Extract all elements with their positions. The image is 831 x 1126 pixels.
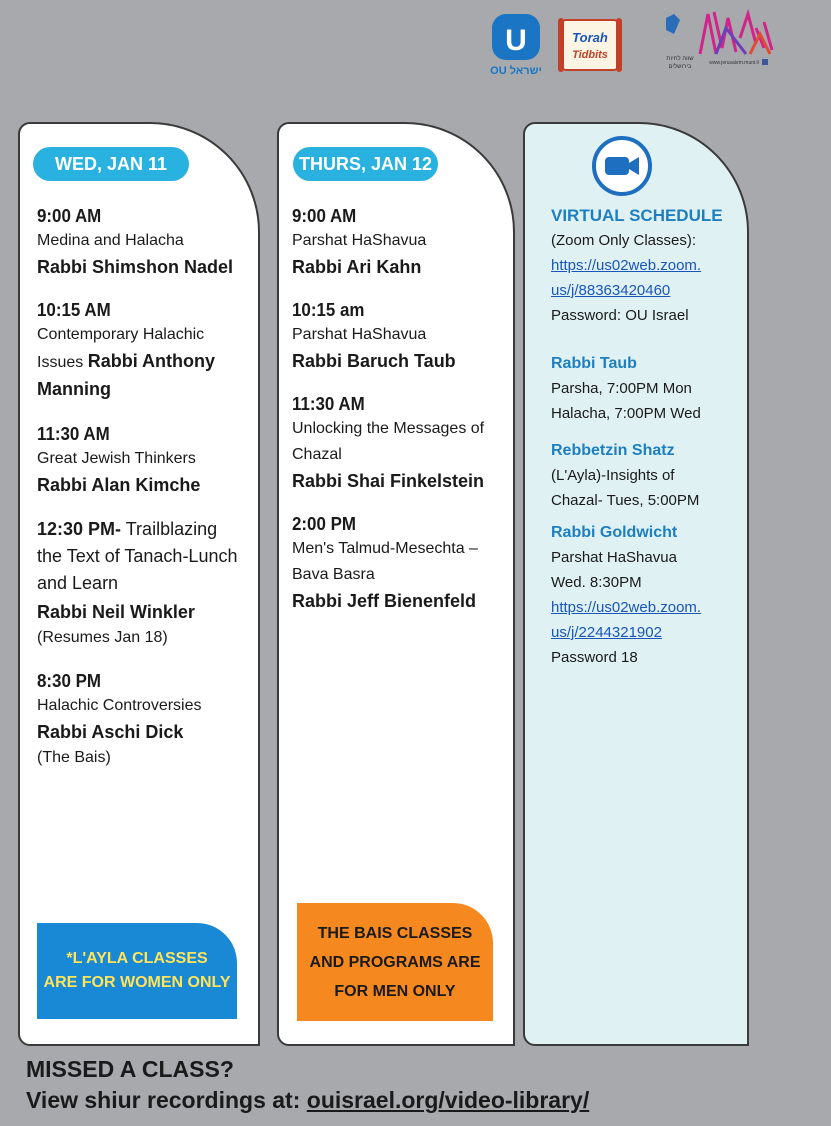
jerusalem-municipality-logo <box>656 8 776 78</box>
notice-line: THE BAIS CLASSES <box>317 924 473 942</box>
class-topic: Medina and Halacha <box>37 232 184 249</box>
class-time: 10:15 AM <box>37 300 111 320</box>
bais-men-only-notice <box>297 903 493 1021</box>
class-time: 8:30 PM <box>37 671 101 691</box>
class-topic: Parshat HaShavua <box>292 326 427 343</box>
class-teacher: Rabbi Alan Kimche <box>37 475 201 495</box>
video-library-link[interactable]: ouisrael.org/video-library/ <box>306 1087 590 1113</box>
class-teacher: Rabbi Shimshon Nadel <box>37 257 234 277</box>
zoom-video-icon <box>591 135 653 197</box>
class-time: 11:30 AM <box>292 394 365 414</box>
teacher-heading: Rabbi Taub <box>551 355 637 372</box>
schedule-entry <box>292 392 501 494</box>
schedule-entry <box>37 298 246 404</box>
jer-caption-1: שווה לחיות <box>666 56 694 62</box>
wednesday-date-pill: WED, JAN 11 <box>33 147 189 181</box>
class-teacher: Rabbi Baruch Taub <box>292 351 456 371</box>
virtual-schedule-title: VIRTUAL SCHEDULE <box>551 206 723 225</box>
class-topic: Men's Talmud-Mesechta – Bava Basra <box>292 540 478 583</box>
jer-url: www.jerusalem.muni.il <box>709 60 759 66</box>
class-detail: Halacha, 7:00PM Wed <box>551 405 701 422</box>
class-teacher: Rabbi Aschi Dick <box>37 722 184 742</box>
class-time: 10:15 am <box>292 300 365 320</box>
ou-israel-logo <box>490 12 542 78</box>
class-time: 9:00 AM <box>37 206 102 226</box>
class-detail: Parshat HaShavua <box>551 549 677 566</box>
wednesday-column <box>18 122 260 1046</box>
thursday-date-pill: THURS, JAN 12 <box>293 147 438 181</box>
zoom-password-2: Password 18 <box>551 649 638 666</box>
footer-recordings <box>26 1054 589 1116</box>
class-teacher: Rabbi Anthony Manning <box>37 351 216 399</box>
jer-caption-2: בירושלים <box>668 64 692 70</box>
virtual-schedule-list <box>551 204 739 670</box>
torah-tidbits-logo <box>558 16 622 74</box>
class-note: (Resumes Jan 18) <box>37 629 168 646</box>
sponsor-logos <box>486 8 776 76</box>
schedule-entry <box>37 669 246 771</box>
schedule-entry <box>37 422 246 498</box>
class-time: 9:00 AM <box>292 206 357 226</box>
recordings-prefix: View shiur recordings at: <box>26 1087 307 1113</box>
wednesday-schedule <box>37 204 246 789</box>
class-topic-text: Trailblazing the Text of Tanach-Lunch and Learn <box>37 519 238 593</box>
class-teacher: Rabbi Shai Finkelstein <box>292 471 485 491</box>
link-part: https://us02web.zoom. <box>551 599 702 616</box>
teacher-heading: Rabbi Goldwicht <box>551 524 678 541</box>
facebook-icon <box>762 59 768 65</box>
class-topic: Halachic Controversies <box>37 697 202 714</box>
class-teacher: Rabbi Neil Winkler <box>37 602 195 622</box>
tidbits-text: Tidbits <box>572 49 608 61</box>
zoom-link-1[interactable] <box>551 253 739 303</box>
notice-line: AND PROGRAMS ARE <box>309 953 481 971</box>
missed-class-heading: MISSED A CLASS? <box>26 1056 234 1082</box>
schedule-entry <box>292 298 501 374</box>
class-topic <box>37 322 246 404</box>
svg-text:U: U <box>505 24 527 57</box>
zoom-password-1: Password: OU Israel <box>551 307 689 324</box>
class-topic: Unlocking the Messages of Chazal <box>292 420 485 463</box>
ou-caption: OU ישראל <box>490 65 542 77</box>
schedule-entry <box>292 204 501 280</box>
torah-text: Torah <box>572 30 608 45</box>
class-topic-text: Contemporary Halachic Issues <box>37 326 205 371</box>
class-teacher: Rabbi Jeff Bienenfeld <box>292 591 477 611</box>
class-topic: Parshat HaShavua <box>292 232 427 249</box>
class-teacher: Rabbi Ari Kahn <box>292 257 422 277</box>
link-part: us/j/2244321902 <box>551 624 662 641</box>
notice-line: *L'AYLA CLASSES <box>66 950 208 967</box>
virtual-subtitle: (Zoom Only Classes): <box>551 232 697 249</box>
class-detail: Chazal- Tues, 5:00PM <box>551 492 700 509</box>
class-note: (The Bais) <box>37 749 111 766</box>
link-part: https://us02web.zoom. <box>551 257 702 274</box>
class-time: 12:30 PM- <box>37 519 122 539</box>
zoom-link-2[interactable] <box>551 595 739 645</box>
class-time: 11:30 AM <box>37 424 110 444</box>
schedule-entry <box>292 512 501 614</box>
notice-line: ARE FOR WOMEN ONLY <box>43 974 231 991</box>
recordings-line <box>26 1084 589 1116</box>
class-detail: Parsha, 7:00PM Mon <box>551 380 692 397</box>
teacher-heading: Rebbetzin Shatz <box>551 442 675 459</box>
layla-women-only-notice <box>37 923 237 1019</box>
schedule-entry <box>37 516 246 651</box>
class-detail: (L'Ayla)-Insights of <box>551 467 675 484</box>
schedule-entry <box>37 204 246 280</box>
thursday-column <box>277 122 515 1046</box>
notice-line: FOR MEN ONLY <box>334 982 456 1000</box>
virtual-schedule-column <box>523 122 749 1046</box>
thursday-schedule <box>292 204 501 632</box>
link-part: us/j/88363420460 <box>551 282 671 299</box>
class-topic: Great Jewish Thinkers <box>37 450 196 467</box>
class-time: 2:00 PM <box>292 514 356 534</box>
class-topic <box>37 516 246 597</box>
class-detail: Wed. 8:30PM <box>551 574 642 591</box>
